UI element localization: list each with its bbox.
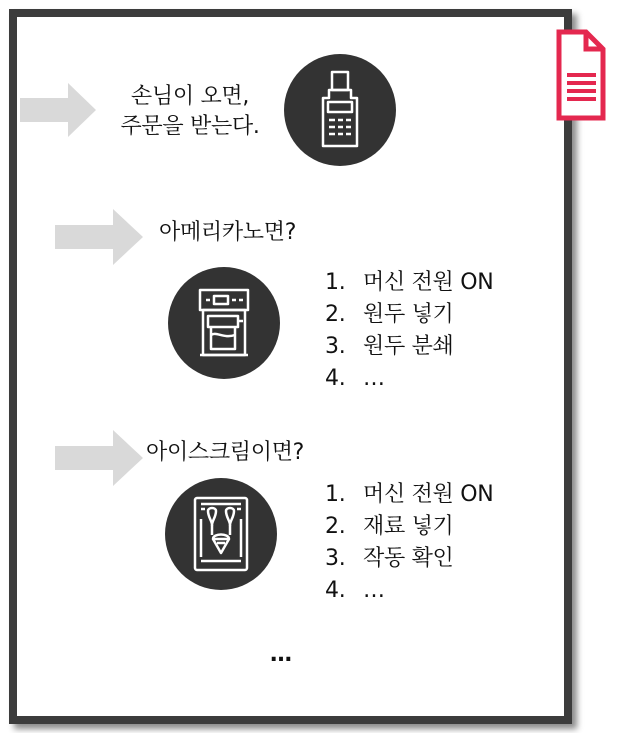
continuation-ellipsis: … bbox=[270, 642, 293, 667]
icecream-steps bbox=[325, 479, 493, 607]
americano-question: 아메리카노면? bbox=[159, 220, 297, 245]
intro-arrow bbox=[20, 83, 96, 137]
list-item: 2. 재료 넣기 bbox=[325, 514, 454, 539]
ice-cream-machine-circle bbox=[165, 478, 277, 590]
intro-text bbox=[100, 82, 280, 142]
coffee-machine-icon bbox=[194, 287, 254, 359]
intro-line-1: 손님이 오면, bbox=[130, 84, 250, 109]
list-item: 3. 원두 분쇄 bbox=[325, 334, 454, 359]
document-icon bbox=[556, 29, 606, 125]
list-item: 3. 작동 확인 bbox=[325, 546, 454, 571]
list-item: 4. … bbox=[325, 578, 385, 603]
icecream-arrow bbox=[55, 430, 143, 486]
list-item: 4. … bbox=[325, 366, 385, 391]
list-item: 1. 머신 전원 ON bbox=[325, 482, 494, 507]
icecream-question: 아이스크림이면? bbox=[146, 440, 305, 465]
card-reader-icon bbox=[310, 70, 370, 150]
americano-steps bbox=[325, 267, 493, 395]
list-item: 2. 원두 넣기 bbox=[325, 302, 454, 327]
coffee-machine-circle bbox=[168, 267, 280, 379]
ice-cream-machine-icon bbox=[191, 495, 251, 573]
list-item: 1. 머신 전원 ON bbox=[325, 270, 494, 295]
intro-line-2: 주문을 받는다. bbox=[120, 114, 260, 139]
card-reader-circle bbox=[284, 54, 396, 166]
americano-arrow bbox=[55, 209, 143, 265]
